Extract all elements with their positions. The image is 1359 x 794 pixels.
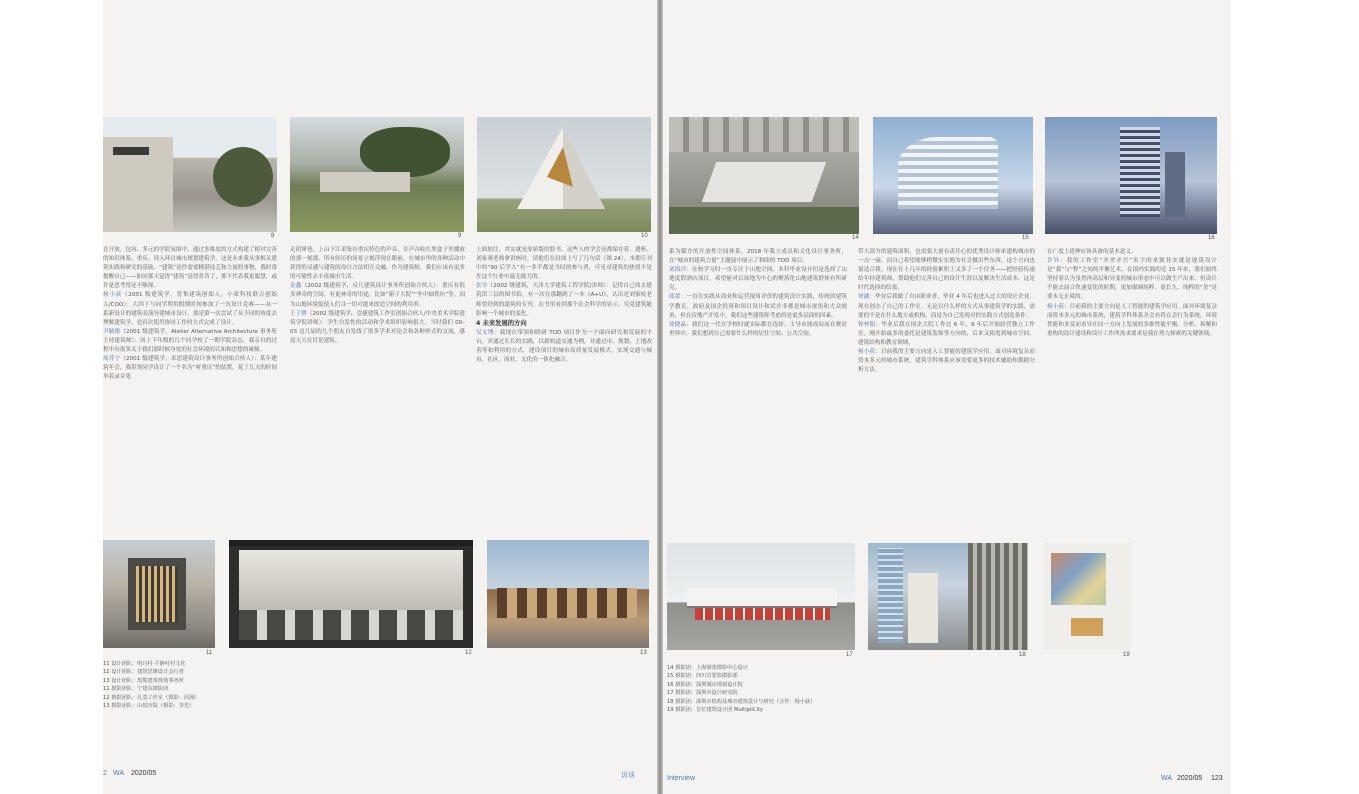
caption-line: 12 设计团队：建筑思维设计会行者 [103,669,184,676]
speaker-name: 金鑫 [290,283,302,290]
figure-11-photo [103,540,215,648]
figure-number: 16 [1208,235,1215,241]
section-label: Interview [667,775,696,782]
paragraph-text: 带大部分的建筑面积，也需要大量有责任心的优秀设计师来建构城市的一点一滴，而自己希望能够稍微实实地为社会做出些东西，这个方向也很适合我。现在在十几年的经验累积上又多了一个任务——把经验传递给年轻建筑师，帮助他们完善自己的设计生涯以及解决生活成本，这是时代选择的结果。 [858,249,1035,292]
speaker-name: 王子耕 [290,310,307,317]
figure-number: 10 [641,233,648,239]
caption-line: 19 摄影团：首位建筑设计团 MultipliCity [667,707,763,714]
speaker-name: 杨小荻 [858,349,876,356]
left-column-2 [290,246,465,528]
figure-8-photo [103,117,277,232]
issue-date: 2020/05 [1177,775,1203,782]
caption-line: 13 摄影团队：山悦历院（摄影：李光） [103,703,195,710]
page-number: 2 [103,770,107,777]
paragraph-lead: 在开放、包容、多元的学院氛围中，通过多维度的方式构建了相对完善的知识体系，重庆、设入环目城市规划建筑学。这是未来我从事相关建筑实践和研究的基础。“建筑”是件需要精湛技艺和力量的事物，我时常提醒自己——如同那天觉得“建筑”觉得普昔了，那不代表我更聪慧，或许是思考得还不够深。 [103,247,277,290]
figure-number: 12 [465,650,472,656]
figure-15-photo [873,117,1033,234]
section-heading: 4 未来发展的方向 [476,319,527,327]
figure-number: 18 [1019,652,1026,658]
caption-line: 15 摄影团：四川首要影摄影部 [667,673,738,680]
figure-number: 9 [458,233,462,239]
speaker-name: 杨小荻 [1047,303,1065,310]
caption-line: 11 摄影团队：宁建东摄影团 [103,686,169,693]
figure-16-photo [1045,117,1217,234]
caption-line: 14 摄影团：上海梁蕾摄影中心设计 [667,665,748,671]
caption-line: 12 摄影团队：孔莫工作室（摄影：闪洲） [103,694,200,701]
speaker-name: 钟梓阳 [858,321,876,328]
speaker-name: 杨小荻 [103,292,122,299]
figure-12-photo [229,540,473,648]
speaker-name: 徐晓晶 [669,321,687,328]
quote-text: ：我现在带领和睦研 TOD 项目作为一个面向研究和发展的平台，并通过长长的实践，以新轨道交通为例，并通过市、规划、土地改善等和利用的方式，建设项目的城市高质量发展模式，实现交通与城市、社区、商业、文化的一体化融合。 [476,329,652,364]
speaker-name: 张早 [476,283,488,290]
figure-13-photo [487,540,649,648]
speaker-name: 徐涵 [858,294,870,301]
figure-19-photo [1043,543,1131,650]
paragraph-lead: 系为媒介的开放性空间体系。2018 年我立成员和文化设计事务所，在“城市的建筑力量”主题展中展示了和睦的 TOD 项目。 [669,249,847,265]
paragraph-text: 走街窜巷，上山下江采集有重庆特色的声音，在声音收在黑盒子里播放的那一刻那，所有经历的场景立刻浮现在眼前。在城市里的各种活动中获得的灵感与建筑的设计方法相互交融，作为建筑师，我们应该有更多的可能性去丰富城市生活。 [290,247,465,281]
caption-line: 18 摄影团：深圳市机构及城市建筑设计与研究（合作：杨小荻） [667,698,816,705]
speaker-name: 吴文博 [476,329,494,336]
section-label: 访谈 [621,772,635,779]
quote-text: （2002 级建筑学，壹捷建筑工作室创始合伙人/中央美术学院建筑学院讲师）：学生自发性的活动和学术组织影响很大。当时我们 00–03 这几届的几个朋友自发线了很多学术对论会和各种形式的交流，感觉天天在讨论建筑。 [290,310,465,344]
right-folio [663,775,1231,787]
paragraph-text: 上面加注，其实就是原始版的脸书。这些人的学会还都保存着。透析、刘家观老师拿讲座时，请他们在封面上写了几句话（图 24）。本期专刊中的“90 后学人”有一多半都是当时的参与者，可见对建筑的热情不是在这个行业中最无能力的。 [476,247,652,281]
figure-number: 11 [206,650,213,656]
figure-18-photo [868,543,1028,650]
figure-number: 15 [1022,235,1029,241]
speaker-name: 刘海洋 [669,267,687,274]
figure-17-photo [667,543,855,650]
caption-line: 13 设计团队：黑熊建筑规划事务所 [103,677,184,684]
quote-text: （2001 级建筑学，Atelier Alternative Architecture 事务所主持建筑师）：回上下年级的几个同学校了一期学院杂志，我亲自的过程中有很多关于我们那时候身处的社会环境的认知和思想的碰撞。 [103,328,277,354]
right-column-2 [858,248,1035,530]
right-column-3 [1047,248,1217,530]
quote-text: （2001 级建筑学，普集建筑创始人，小席科技联合创始人/COO）：大四下与同学利用假期时间参加了一次设计竞赛——从一系新设计的建筑表演导建城市设计。那是第一次尝试了从不同的角度去理解建筑学，也首次使用协同工作的方式完成了设计。 [103,292,277,326]
figure-number: 13 [640,650,647,656]
quote-text: ：目前我的主要方向是人工智能的建筑学应用。面对环境复杂而资本多元的城市系统，建筑学科体系并会有将在会行为系统，环境性能和多变而求导在同一方向上发展的多维性能平衡。分析、拆解和重构的设计建设和设计工作所需求要求是我在努力探索的关键领域。 [1047,303,1217,337]
speaker-name: 尹毓俊 [103,328,121,335]
photo-captions [667,664,907,714]
photo-captions [103,660,323,710]
quote-text: ：在校学习时一直专注于山地空间，本科毕业设计但是选择了山地度假酒店项目，希望能对以场地为中心的聚落化山地建筑群体有所研究。 [669,267,847,292]
left-folio [103,770,657,782]
quote-text: ：我们这一代在学校时就实际都在选择；主导市域成局而在聚居世界中，我们想到自己需要什么样的居住空间、公共空间。 [669,321,847,337]
caption-line: 16 摄影团：深圳城市规划设计院 [667,681,743,688]
quote-text: ：我的工作室“齐舍矛宫”名字的来源其实就是建筑设计是“我”与“程”之间的平衡艺术，在国内实践的近 15 年来，我们始终坚持着认为虽然再高层和异变的城市形态中可以做生产出来，但设计不能去屈合快速变化的时期，更加强调纯粹、更长久、纯粹的“美”是要永无止境的。 [1047,258,1217,301]
quote-text: ：毕业后我做了自由职业者，毕业 4 年后也进入过大的设计企业，现在创办了自己的工作室。无论以什么样的方式从事建筑学的实践，需要的不是在什么地方或机构，而是为自己发现对的实践方式创造条件。 [858,294,1035,319]
figure-14-photo [669,117,859,234]
figure-number: 14 [852,235,859,241]
figure-number: 17 [846,652,853,658]
quote-text: ：毕业后我在国企大院工作过 6 年，6 年后开始经营独立工作室，刚开始最多的委托是建筑装饰等方向的，后来又拓宽到城市空间、建筑结构和教育领域。 [858,321,1035,346]
quote-text: （2002 级建筑，天津大学建筑工程学院/讲师）：记得自己周去建筑馆三层的图书馆，有一次在那翻到了一本《A+U》，认出是刘家杭老师曾经到的建筑的专刊。在书里看到那个社会科学的显示，究竟建筑能影响一个城市的变化。 [476,283,652,317]
issue-date: 2020/05 [131,770,157,777]
figure-10-photo [477,117,651,232]
right-column-1 [669,248,847,530]
page-number: 123 [1211,775,1223,782]
caption-line: 11 设计团队：明月村·平静村村文化 [103,661,186,667]
magazine-brand: WA [113,770,125,777]
magazine-brand: WA [1161,775,1173,782]
quote-text: ：目前我的主要方向是人工智能的建筑学应用。面对环境复杂而资本多元的城市系统，建筑学科体系应该需要更多的技术辅助和数据分析方法。 [858,349,1035,374]
caption-line: 17 摄影团：深圳市设计研究院 [667,690,738,697]
speaker-name: 周苏宁 [103,356,121,363]
figure-number: 19 [1123,652,1130,658]
left-column-1 [103,246,277,528]
pyramid-building-graphic [477,117,651,232]
paragraph-text: 在广度上延伸应该具备的基本意义。 [1047,249,1137,255]
quote-text: （2001 级建筑学，米思建筑设计事务所创始合伙人）：某年建筑年会，我带领同学设计了一个名为“听重庆”的装置，花了几天的时间举着录音笔 [103,356,277,381]
right-page [663,0,1231,794]
left-page [103,0,657,794]
quote-text: ：一直在实践从商业和运营视角评价的建筑设计实践，传统的建筑学教育，政府及国企投资和项目设计和试并非都是城市视角和大众视角，但在房地产开发中，我们这些建筑师考虑的是更多层面的因素。 [669,294,847,319]
speaker-name: 邱蕾 [669,294,681,301]
quote-text: （2002 级建筑学，反几建筑设计事务所创始合伙人）：重庆有很多神奇的空间，有更神奇的用途，比如“箱子大院”“坐中轴铁坊”等。因为山地环境促使人们寻一切可能来改造空间的利用率。 [290,283,465,308]
figure-number: 8 [271,233,275,239]
speaker-name: 许异 [1047,258,1061,265]
figure-9-photo [290,117,464,232]
left-column-3 [476,246,652,528]
